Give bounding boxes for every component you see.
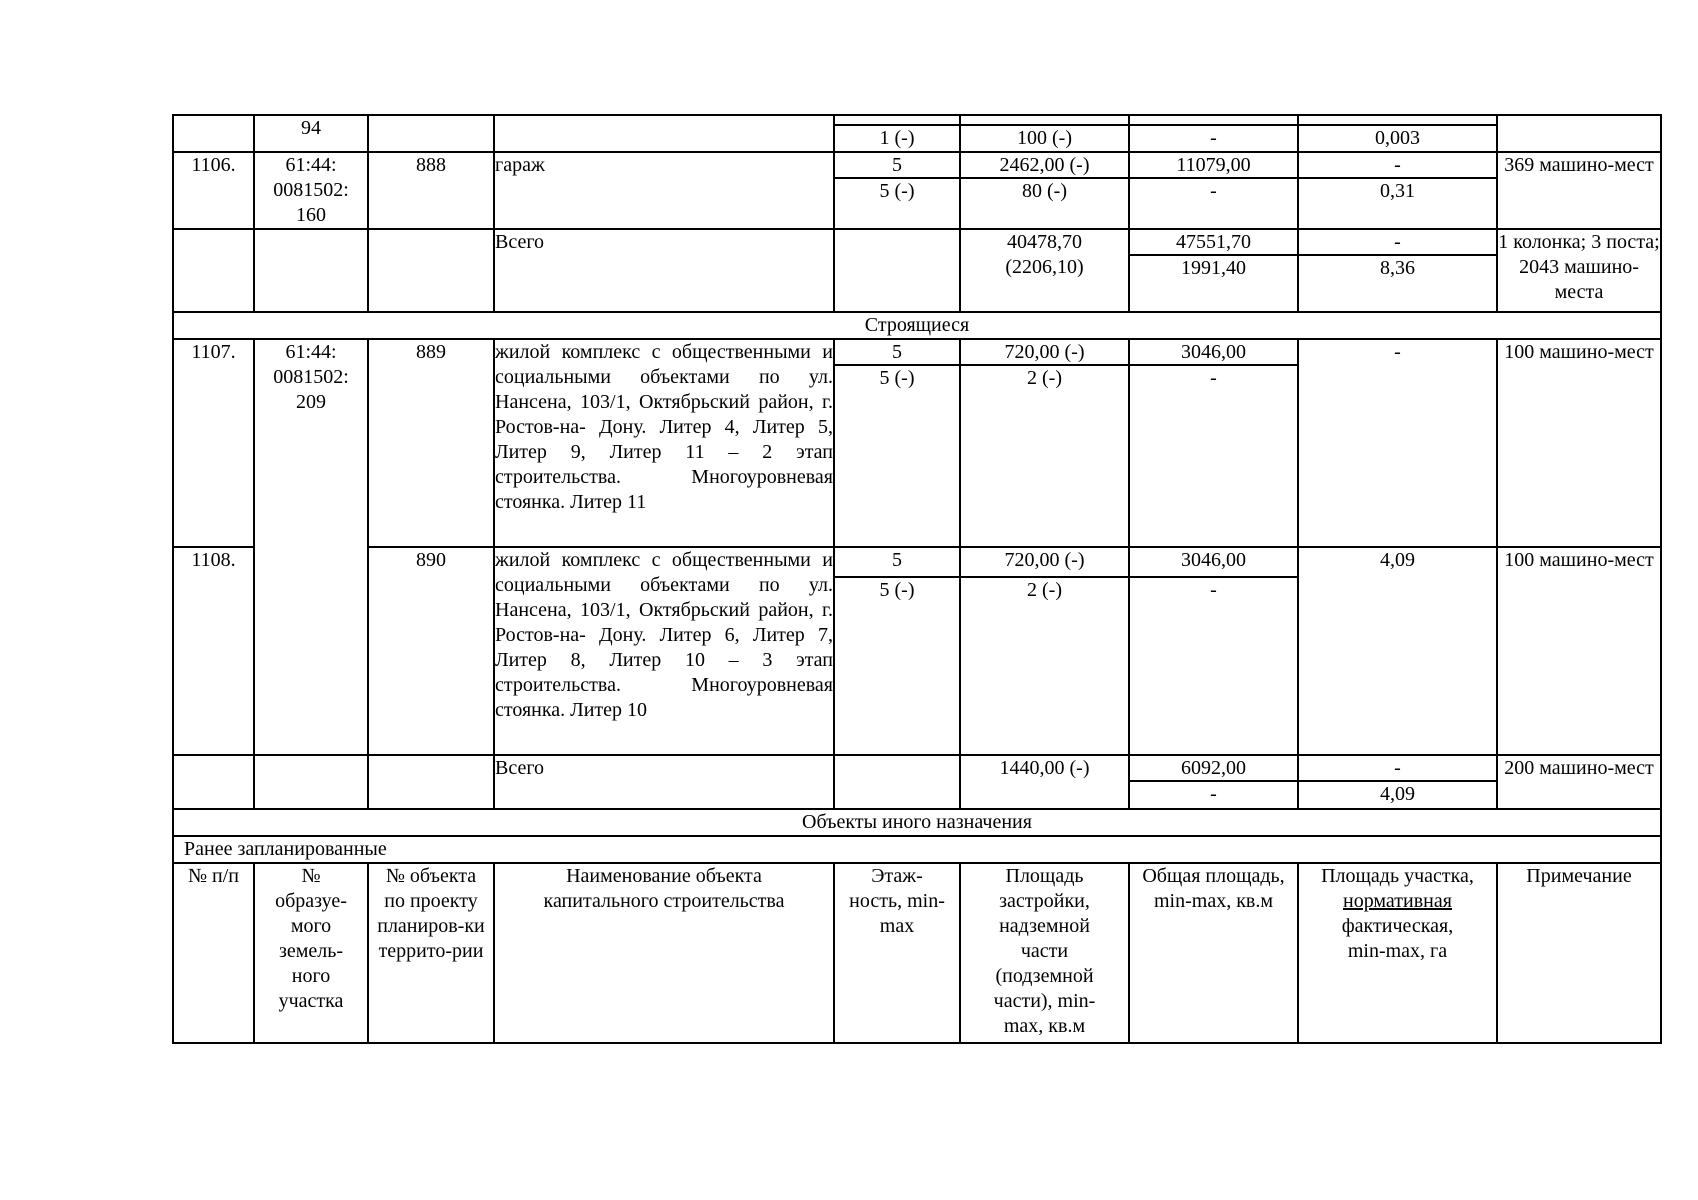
floors-cell: 5 5 (-): [834, 547, 960, 755]
build-area-cell: 100 (-): [960, 115, 1129, 152]
total-area-cell: 3046,00 -: [1129, 547, 1298, 755]
header-note: Примечание: [1497, 863, 1661, 1043]
table-row: [173, 115, 1661, 152]
site-area-cell: - 4,09: [1298, 755, 1497, 809]
header-object: № объекта по проекту планиров-ки террито-рии: [368, 863, 494, 1043]
name-cell: [494, 115, 834, 152]
parcel-cell: [173, 115, 254, 152]
parcel-cell: 94: [254, 115, 368, 152]
table-row: [173, 339, 1661, 547]
total-area-cell: 47551,70 1991,40: [1129, 229, 1298, 312]
document-page: [172, 114, 1662, 1044]
row-number: 1107.: [173, 339, 254, 547]
section-title: Объекты иного назначения: [173, 809, 1661, 836]
parcel-cell: [254, 229, 368, 312]
header-site-area: Площадь участка, нормативная фактическая, min-max, га: [1298, 863, 1497, 1043]
note-cell: 369 машино-мест: [1497, 152, 1661, 229]
object-cell: [368, 115, 494, 152]
floors-cell: [834, 229, 960, 312]
note-cell: 100 машино-мест: [1497, 547, 1661, 755]
note-cell: 100 машино-мест: [1497, 339, 1661, 547]
object-cell: 889: [368, 339, 494, 547]
total-area-cell: -: [1129, 115, 1298, 152]
site-area-cell: - 0,31: [1298, 152, 1497, 229]
name-cell: жилой комплекс с общественными и социальными объектами по ул. Нансена, 103/1, Октябрьский район, г. Ростов-на- Дону. Литер 6, Литер 7, Литер 8, Литер 10 – 3 этап строительства. Многоуровневая стоянка. Литер 10: [494, 547, 834, 755]
row-number: 1106.: [173, 152, 254, 229]
row-number: 1108.: [173, 547, 254, 755]
build-area-cell: 2462,00 (-) 80 (-): [960, 152, 1129, 229]
subsection-row: [173, 836, 1661, 863]
section-row: [173, 809, 1661, 836]
floors-cell: 5 5 (-): [834, 339, 960, 547]
total-label: Всего: [494, 755, 834, 809]
table-row: [173, 229, 1661, 312]
name-cell: жилой комплекс с общественными и социальными объектами по ул. Нансена, 103/1, Октябрьский район, г. Ростов-на- Дону. Литер 4, Литер 5, Литер 9, Литер 11 – 2 этап строительства. Многоуровневая стоянка. Литер 11: [494, 339, 834, 547]
note-cell: 200 машино-мест: [1497, 755, 1661, 809]
subsection-title: Ранее запланированные: [173, 836, 1661, 863]
total-area-cell: 6092,00 -: [1129, 755, 1298, 809]
table-row: [173, 547, 1661, 755]
row-number: [173, 229, 254, 312]
name-cell: гараж: [494, 152, 834, 229]
site-area-cell: -: [1298, 339, 1497, 547]
build-area-cell: 40478,70 (2206,10): [960, 229, 1129, 312]
object-cell: [368, 755, 494, 809]
object-cell: 890: [368, 547, 494, 755]
parcel-cell: 61:44: 0081502: 160: [254, 152, 368, 229]
header-name: Наименование объекта капитального строительства: [494, 863, 834, 1043]
table-row: [173, 755, 1661, 809]
floors-cell: 5 5 (-): [834, 152, 960, 229]
table-row: [173, 152, 1661, 229]
header-num: № п/п: [173, 863, 254, 1043]
parcel-cell: 61:44: 0081502: 209: [254, 339, 368, 755]
header-floors: Этаж-ность, min-max: [834, 863, 960, 1043]
parcel-cell: [254, 755, 368, 809]
header-total-area: Общая площадь, min-max, кв.м: [1129, 863, 1298, 1043]
header-row: [173, 863, 1661, 1043]
header-parcel: № образуе-мого земель-ного участка: [254, 863, 368, 1043]
section-row: [173, 312, 1661, 339]
row-number: [173, 755, 254, 809]
site-area-cell: - 8,36: [1298, 229, 1497, 312]
total-label: Всего: [494, 229, 834, 312]
total-area-cell: 3046,00 -: [1129, 339, 1298, 547]
site-area-cell: 0,003: [1298, 115, 1497, 152]
section-title: Строящиеся: [173, 312, 1661, 339]
note-cell: [1497, 115, 1661, 152]
build-area-cell: 1440,00 (-): [960, 755, 1129, 809]
object-cell: 888: [368, 152, 494, 229]
build-area-cell: 720,00 (-) 2 (-): [960, 547, 1129, 755]
object-cell: [368, 229, 494, 312]
floors-cell: [834, 755, 960, 809]
header-build-area: Площадь застройки, надземной части (подземной части), min-max, кв.м: [960, 863, 1129, 1043]
note-cell: 1 колонка; 3 поста; 2043 машино-места: [1497, 229, 1661, 312]
floors-cell: 1 (-): [834, 115, 960, 152]
objects-table: [172, 114, 1662, 1044]
build-area-cell: 720,00 (-) 2 (-): [960, 339, 1129, 547]
site-area-cell: 4,09: [1298, 547, 1497, 755]
total-area-cell: 11079,00 -: [1129, 152, 1298, 229]
